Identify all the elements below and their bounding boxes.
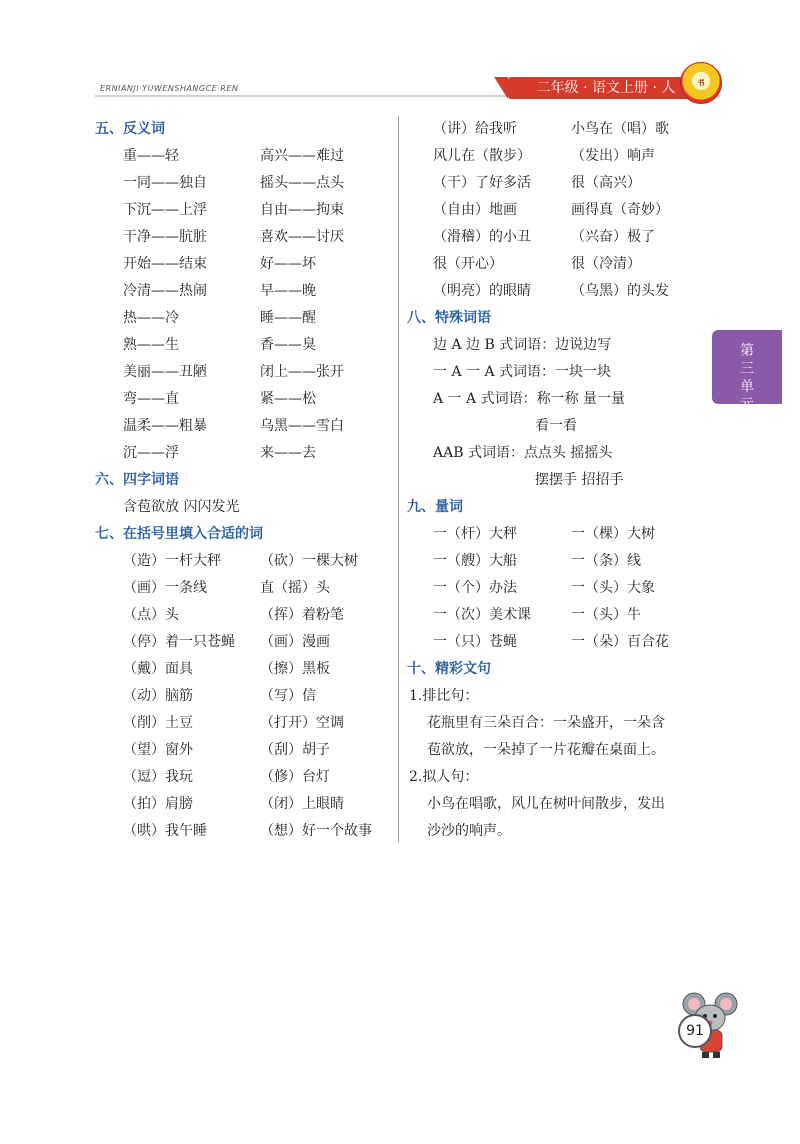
word-pair-row: [95, 710, 395, 737]
grade-tab: 二年级 · 语文上册 · 人: [508, 77, 704, 99]
word-pair-item: 一（只）苍蝇: [433, 634, 517, 650]
word-pair-item: 美丽——丑陋: [123, 364, 207, 380]
word-pair-item: （乌黑）的头发: [571, 283, 669, 299]
word-pair-item: （画）漫画: [260, 634, 330, 650]
word-pair-item: （干）了好多活: [433, 175, 531, 191]
word-pair-item: 高兴——难过: [260, 148, 344, 164]
word-pair-item: 来——去: [260, 445, 316, 461]
word-pair-item: （闭）上眼睛: [260, 796, 344, 812]
special-line: 摆摆手 招招手: [535, 472, 624, 488]
word-pair-item: 一（头）大象: [571, 580, 655, 596]
special-line: 边 A 边 B 式词语：边说边写: [433, 337, 612, 353]
word-pair-item: （挥）着粉笔: [260, 607, 344, 623]
word-pair-item: （明亮）的眼睛: [433, 283, 531, 299]
word-pair-row: [95, 629, 395, 656]
word-pair-item: （滑稽）的小丑: [433, 229, 531, 245]
word-pair-item: 紧——松: [260, 391, 316, 407]
word-pair-item: 一（个）办法: [433, 580, 517, 596]
word-pair-item: （戴）面具: [123, 661, 193, 677]
sentence-label: 2.拟人句：: [409, 769, 479, 785]
section-title-special-words: 八、特殊词语: [407, 310, 491, 326]
sentence-label: 1.排比句：: [409, 688, 479, 704]
word-pair-item: 一（头）牛: [571, 607, 641, 623]
word-pair-item: （讲）给我听: [433, 121, 517, 137]
word-pair-item: 很（冷清）: [571, 256, 641, 272]
word-pair-row: [407, 278, 707, 305]
word-pair-item: 直（摇）头: [260, 580, 330, 596]
word-pair-item: 一同——独自: [123, 175, 207, 191]
word-pair-row: [407, 224, 707, 251]
word-pair-item: 一（棵）大树: [571, 526, 655, 542]
word-pair-row: [95, 143, 395, 170]
word-pair-item: 画得真（奇妙）: [571, 202, 669, 218]
word-pair-item: 自由——拘束: [260, 202, 344, 218]
word-pair-row: [95, 359, 395, 386]
word-pair-item: （点）头: [123, 607, 179, 623]
sentence-text: 苞欲放，一朵掉了一片花瓣在桌面上。: [427, 742, 665, 758]
word-pair-item: 好——坏: [260, 256, 316, 272]
word-pair-item: 一（杆）大秤: [433, 526, 517, 542]
word-pair-item: 开始——结束: [123, 256, 207, 272]
left-column: [95, 116, 395, 845]
word-pair-row: [407, 629, 707, 656]
word-pair-item: （动）脑筋: [123, 688, 193, 704]
word-pair-item: 睡——醒: [260, 310, 316, 326]
word-pair-row: [407, 170, 707, 197]
column-divider: [398, 116, 399, 842]
word-pair-item: 早——晚: [260, 283, 316, 299]
word-pair-row: [407, 521, 707, 548]
word-pair-item: 下沉——上浮: [123, 202, 207, 218]
word-pair-row: [95, 575, 395, 602]
word-pair-item: 一（次）美术课: [433, 607, 531, 623]
word-pair-row: [407, 116, 707, 143]
word-pair-item: 沉——浮: [123, 445, 179, 461]
word-pair-row: [95, 197, 395, 224]
word-pair-item: 很（开心）: [433, 256, 503, 272]
word-pair-item: 风儿在（散步）: [433, 148, 531, 164]
word-pair-row: [95, 764, 395, 791]
word-pair-item: （擦）黑板: [260, 661, 330, 677]
word-pair-row: [95, 332, 395, 359]
word-pair-row: [407, 251, 707, 278]
word-pair-item: 一（条）线: [571, 553, 641, 569]
word-pair-item: （画）一条线: [123, 580, 207, 596]
word-pair-item: 热——冷: [123, 310, 179, 326]
word-pair-row: [95, 251, 395, 278]
word-pair-item: 温柔——粗暴: [123, 418, 207, 434]
section-title-fill-brackets: 七、在括号里填入合适的词: [95, 526, 263, 542]
word-pair-item: 小鸟在（唱）歌: [571, 121, 669, 137]
word-pair-item: （刮）胡子: [260, 742, 330, 758]
word-pair-row: [407, 575, 707, 602]
section-title-measure-words: 九、量词: [407, 499, 463, 515]
word-pair-row: [407, 143, 707, 170]
section-title-four-char: 六、四字词语: [95, 472, 179, 488]
word-pair-row: [407, 602, 707, 629]
word-pair-item: 很（高兴）: [571, 175, 641, 191]
word-pair-item: 一（朵）百合花: [571, 634, 669, 650]
word-pair-row: [95, 818, 395, 845]
word-pair-item: （兴奋）极了: [571, 229, 655, 245]
section-title-antonyms: 五、反义词: [95, 121, 165, 137]
word-pair-row: [95, 224, 395, 251]
word-pair-row: [95, 602, 395, 629]
special-line: 一 A 一 A 式词语：一块一块: [433, 364, 612, 380]
four-char-words: 含苞欲放 闪闪发光: [123, 499, 240, 515]
word-pair-item: 喜欢——讨厌: [260, 229, 344, 245]
right-column: [407, 116, 707, 845]
fill-bracket-list-cont: [407, 116, 707, 305]
word-pair-row: [95, 440, 395, 467]
fill-bracket-list: [95, 548, 395, 845]
word-pair-row: [95, 278, 395, 305]
unit-tab: [712, 330, 782, 413]
word-pair-item: （停）着一只苍蝇: [123, 634, 235, 650]
word-pair-item: （望）窗外: [123, 742, 193, 758]
word-pair-row: [407, 548, 707, 575]
badge-text: 书: [697, 79, 705, 87]
unit-tab-label: 第三单元: [740, 343, 754, 413]
word-pair-item: （逗）我玩: [123, 769, 193, 785]
word-pair-item: 熟——生: [123, 337, 179, 353]
word-pair-row: [95, 305, 395, 332]
word-pair-row: [95, 683, 395, 710]
word-pair-item: （砍）一棵大树: [260, 553, 358, 569]
word-pair-item: （哄）我午睡: [123, 823, 207, 839]
word-pair-item: （修）台灯: [260, 769, 330, 785]
word-pair-item: （削）土豆: [123, 715, 193, 731]
word-pair-item: （想）好一个故事: [260, 823, 372, 839]
section-title-sentences: 十、精彩文句: [407, 661, 491, 677]
word-pair-row: [95, 170, 395, 197]
word-pair-row: [95, 548, 395, 575]
special-line: AAB 式词语：点点头 摇摇头: [433, 445, 613, 461]
word-pair-row: [95, 386, 395, 413]
word-pair-row: [407, 197, 707, 224]
publisher-badge: [680, 62, 722, 104]
word-pair-item: 闭上——张开: [260, 364, 344, 380]
word-pair-item: 干净——肮脏: [123, 229, 207, 245]
word-pair-item: （打开）空调: [260, 715, 344, 731]
word-pair-row: [95, 791, 395, 818]
word-pair-row: [95, 737, 395, 764]
antonym-list: [95, 143, 395, 467]
word-pair-item: （造）一杆大秤: [123, 553, 221, 569]
special-line: 看一看: [535, 418, 577, 434]
measure-word-list: [407, 521, 707, 656]
page-number: 91: [678, 1014, 712, 1048]
sentence-text: 小鸟在唱歌，风儿在树叶间散步，发出: [427, 796, 665, 812]
sentence-text: 花瓶里有三朵百合：一朵盛开，一朵含: [427, 715, 665, 731]
word-pair-item: 冷清——热闹: [123, 283, 207, 299]
word-pair-row: [95, 656, 395, 683]
word-pair-item: 乌黑——雪白: [260, 418, 344, 434]
word-pair-item: （拍）肩膀: [123, 796, 193, 812]
sentence-text: 沙沙的响声。: [427, 823, 511, 839]
word-pair-row: [95, 413, 395, 440]
word-pair-item: 摇头——点头: [260, 175, 344, 191]
word-pair-item: （发出）响声: [571, 148, 655, 164]
word-pair-item: （写）信: [260, 688, 316, 704]
special-line: A 一 A 式词语：称一称 量一量: [433, 391, 626, 407]
series-code: ERNIANJI·YUWENSHANGCE·REN: [100, 84, 239, 93]
word-pair-item: 香——臭: [260, 337, 316, 353]
word-pair-item: 一（艘）大船: [433, 553, 517, 569]
word-pair-item: 重——轻: [123, 148, 179, 164]
word-pair-item: （自由）地画: [433, 202, 517, 218]
word-pair-item: 弯——直: [123, 391, 179, 407]
